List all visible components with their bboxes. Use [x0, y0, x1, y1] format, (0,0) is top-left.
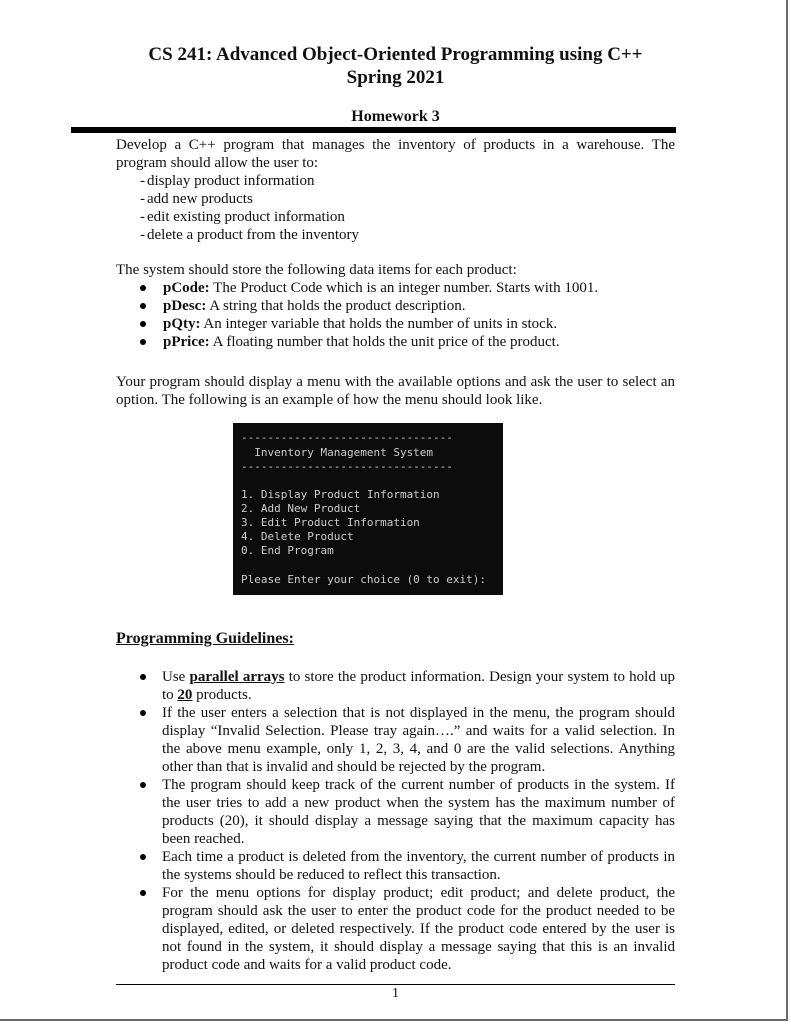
console-divider: -------------------------------- — [241, 431, 453, 444]
list-item: If the user enters a selection that is not displayed in the menu, the program should display “Invalid Selection. Please tray again….” and waits for a valid selection. In the above menu example, only 1, 2, 3, 4, and 0 are the valid selections. Anything other than that is invalid and should be rejected by the program. — [116, 704, 675, 776]
console-option: 2. Add New Product — [241, 502, 361, 515]
guideline-text: products. — [192, 687, 252, 703]
list-item — [116, 668, 675, 704]
list-item: For the menu options for display product; edit product; and delete product, the program should ask the user to enter the product code for the product needed to be displayed, edited, or deleted respectively. If the product code entered by the user is not found in the system, it should display a message saying that this is an invalid product code and waits for a valid product code. — [116, 884, 675, 974]
field-name: pDesc: — [163, 298, 207, 314]
field-name: pCode: — [163, 280, 210, 296]
data-items-lead: The system should store the following data items for each product: — [116, 262, 517, 278]
field-name: pPrice: — [163, 334, 210, 350]
assignment-title: Homework 3 — [351, 108, 440, 125]
list-item: - display product information — [116, 172, 675, 190]
term: Spring 2021 — [346, 67, 445, 88]
console-option: 4. Delete Product — [241, 530, 354, 543]
list-item — [116, 279, 675, 297]
field-desc: An integer variable that holds the number of units in stock. — [200, 316, 558, 332]
header-rule — [71, 127, 676, 133]
data-items-section — [116, 261, 675, 351]
guideline-text: Use — [162, 669, 190, 685]
intro-section — [116, 136, 675, 244]
list-item: The program should keep track of the current number of products in the system. If the user tries to add a new product when the system has the maximum number of products (20), it should display a message saying that the maximum capacity has been reached. — [116, 776, 675, 848]
menu-intro: Your program should display a menu with the available options and ask the user to select an option. The following is an example of how the menu should look like. — [116, 374, 675, 408]
course-title: CS 241: Advanced Object-Oriented Programming using C++ — [148, 44, 643, 65]
list-item: - add new products — [116, 190, 675, 208]
field-desc: A floating number that holds the unit price of the product. — [209, 334, 560, 350]
console-title: Inventory Management System — [241, 446, 434, 459]
guidelines-list — [116, 668, 675, 974]
field-desc: The Product Code which is an integer number. Starts with 1001. — [209, 280, 599, 296]
footer-rule — [116, 984, 675, 985]
console-divider: -------------------------------- — [241, 460, 453, 473]
console-prompt: Please Enter your choice (0 to exit): — [241, 573, 487, 586]
list-item: - edit existing product information — [116, 208, 675, 226]
intro-paragraph: Develop a C++ program that manages the inventory of products in a warehouse. The program should allow the user to: — [116, 137, 675, 171]
guidelines-heading: Programming Guidelines: — [116, 630, 294, 647]
emphasis-text: parallel arrays — [189, 669, 285, 685]
list-item — [116, 297, 675, 315]
feature-list — [116, 172, 675, 244]
list-item: - delete a product from the inventory — [116, 226, 675, 244]
emphasis-text: 20 — [177, 687, 193, 703]
console-option: 0. End Program — [241, 544, 334, 557]
data-field-list — [116, 279, 675, 351]
field-desc: A string that holds the product description. — [206, 298, 466, 314]
page-number: 1 — [392, 986, 399, 1001]
field-name: pQty: — [163, 316, 201, 332]
guidelines-section — [116, 668, 675, 974]
list-item: Each time a product is deleted from the inventory, the current number of products in the systems should be reduced to reflect this transaction. — [116, 848, 675, 884]
list-item — [116, 333, 675, 351]
list-item — [116, 315, 675, 333]
console-option: 1. Display Product Information — [241, 488, 440, 501]
guideline-text: to store the product information. Design your system to hold up to — [162, 669, 676, 703]
console-screenshot — [233, 423, 503, 595]
console-option: 3. Edit Product Information — [241, 516, 420, 529]
